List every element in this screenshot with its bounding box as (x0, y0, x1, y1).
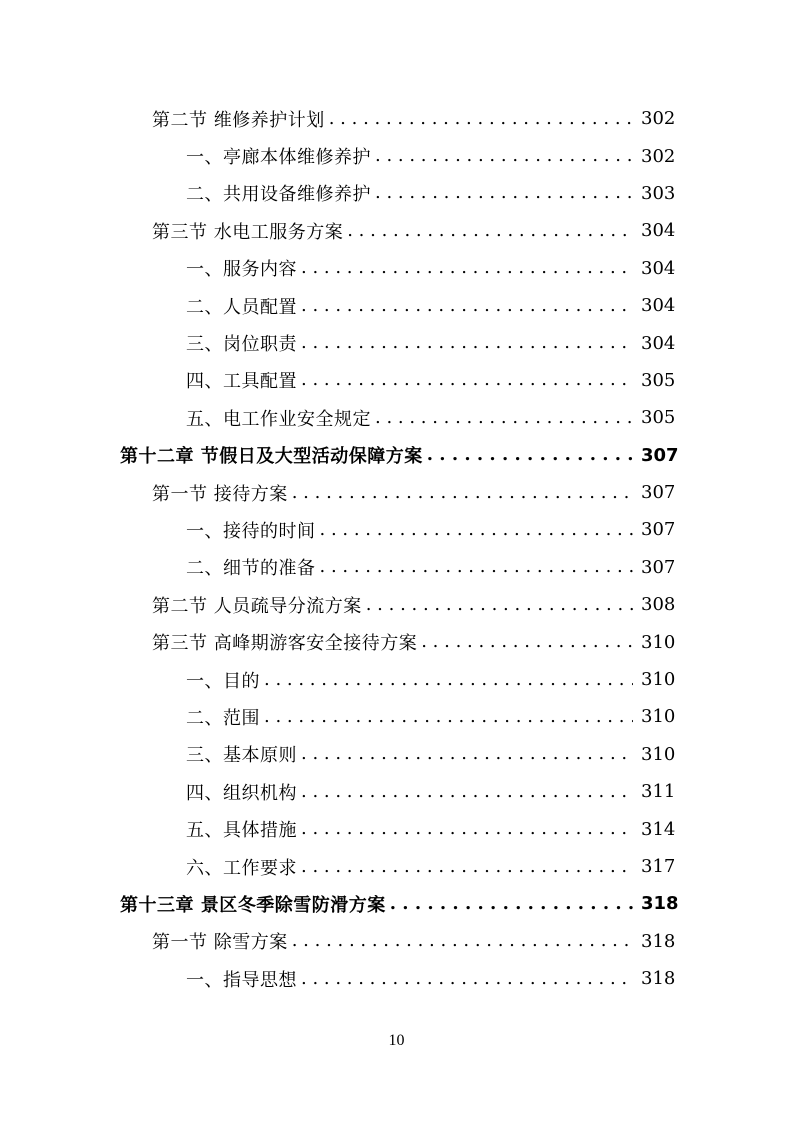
toc-subsection-entry (0, 511, 793, 548)
toc-entry-page: 304 (641, 220, 676, 242)
toc-entry-title: 第一节 接待方案 (152, 483, 288, 505)
toc-dot-leader (301, 296, 633, 316)
toc-dot-leader (375, 408, 633, 428)
toc-entry-title: 一、接待的时间 (186, 520, 316, 542)
toc-dot-leader (264, 670, 633, 690)
toc-entry-page: 318 (641, 968, 676, 990)
toc-entry-title: 四、工具配置 (186, 371, 297, 393)
toc-dot-leader (329, 109, 633, 129)
toc-section-entry (0, 212, 793, 249)
toc-entry-page: 307 (641, 444, 679, 466)
toc-chapter-entry (0, 885, 793, 922)
toc-subsection-entry (0, 399, 793, 436)
toc-dot-leader (264, 707, 633, 727)
toc-entry-title: 一、目的 (186, 670, 260, 692)
toc-entry-page: 304 (641, 332, 676, 354)
toc-section-entry (0, 474, 793, 511)
toc-section-entry (0, 586, 793, 623)
toc-entry-page: 305 (641, 369, 676, 391)
toc-chapter-entry (0, 437, 793, 474)
toc-subsection-entry (0, 848, 793, 885)
toc-section-entry (0, 623, 793, 660)
toc-subsection-entry (0, 324, 793, 361)
toc-dot-leader (301, 782, 633, 802)
toc-entry-page: 310 (641, 631, 676, 653)
toc-dot-leader (320, 557, 634, 577)
toc-subsection-entry (0, 736, 793, 773)
toc-dot-leader (301, 258, 633, 278)
toc-dot-leader (320, 520, 634, 540)
toc-entry-page: 311 (641, 781, 676, 803)
toc-entry-page: 310 (641, 743, 676, 765)
toc-entry-title: 一、服务内容 (186, 259, 297, 281)
toc-entry-title: 第三节 高峰期游客安全接待方案 (152, 633, 418, 655)
toc-entry-page: 305 (641, 407, 676, 429)
toc-entry-title: 五、具体措施 (186, 820, 297, 842)
toc-entry-title: 第二节 维修养护计划 (152, 109, 325, 131)
toc-dot-leader (301, 370, 633, 390)
toc-entry-title: 二、范围 (186, 707, 260, 729)
toc-entry-page: 304 (641, 295, 676, 317)
toc-entry-title: 一、指导思想 (186, 969, 297, 991)
toc-entry-title: 三、基本原则 (186, 745, 297, 767)
toc-entry-page: 317 (641, 856, 676, 877)
toc-dot-leader (347, 221, 633, 241)
toc-entry-title: 四、组织机构 (186, 782, 297, 804)
toc-entry-page: 314 (641, 818, 676, 840)
toc-subsection-entry (0, 661, 793, 698)
toc-entry-page: 302 (641, 108, 676, 130)
toc-entry-page: 310 (641, 669, 676, 691)
toc-entry-title: 二、共用设备维修养护 (186, 184, 371, 206)
toc-entry-title: 二、细节的准备 (186, 558, 316, 580)
table-of-contents (0, 100, 793, 997)
toc-subsection-entry (0, 175, 793, 212)
toc-section-entry (0, 923, 793, 960)
toc-entry-title: 二、人员配置 (186, 296, 297, 318)
toc-entry-title: 三、岗位职责 (186, 334, 297, 356)
toc-entry-title: 五、电工作业安全规定 (186, 408, 371, 430)
toc-entry-page: 304 (641, 257, 676, 279)
toc-dot-leader (427, 445, 633, 465)
toc-dot-leader (301, 744, 633, 764)
toc-entry-page: 307 (641, 519, 676, 541)
toc-dot-leader (301, 819, 633, 839)
toc-dot-leader (292, 483, 633, 503)
toc-subsection-entry (0, 287, 793, 324)
toc-subsection-entry (0, 810, 793, 847)
toc-entry-title: 第十二章 节假日及大型活动保障方案 (120, 446, 423, 468)
toc-entry-title: 六、工作要求 (186, 857, 297, 879)
toc-entry-title: 第二节 人员疏导分流方案 (152, 595, 362, 617)
toc-entry-page: 307 (641, 482, 676, 504)
toc-entry-page: 308 (641, 594, 676, 616)
toc-dot-leader (301, 333, 633, 353)
toc-entry-page: 307 (641, 556, 676, 578)
toc-subsection-entry (0, 362, 793, 399)
toc-entry-page: 303 (641, 182, 676, 204)
toc-subsection-entry (0, 549, 793, 586)
toc-dot-leader (301, 969, 633, 989)
toc-subsection-entry (0, 773, 793, 810)
toc-subsection-entry (0, 250, 793, 287)
toc-dot-leader (292, 931, 633, 951)
toc-entry-title: 第一节 除雪方案 (152, 932, 288, 954)
toc-subsection-entry (0, 698, 793, 735)
page-number: 10 (388, 1032, 405, 1049)
toc-dot-leader (375, 183, 633, 203)
toc-entry-page: 318 (641, 930, 676, 952)
toc-dot-leader (390, 894, 633, 914)
toc-dot-leader (421, 632, 633, 652)
toc-entry-title: 第三节 水电工服务方案 (152, 221, 344, 243)
toc-entry-title: 第十三章 景区冬季除雪防滑方案 (120, 894, 386, 916)
toc-dot-leader (375, 146, 633, 166)
toc-subsection-entry (0, 137, 793, 174)
toc-section-entry (0, 100, 793, 137)
toc-entry-page: 302 (641, 145, 676, 167)
toc-dot-leader (366, 595, 633, 615)
toc-entry-title: 一、亭廊本体维修养护 (186, 147, 371, 169)
toc-entry-page: 318 (641, 893, 679, 915)
toc-dot-leader (301, 857, 633, 877)
toc-entry-page: 310 (641, 706, 676, 728)
toc-subsection-entry (0, 960, 793, 997)
